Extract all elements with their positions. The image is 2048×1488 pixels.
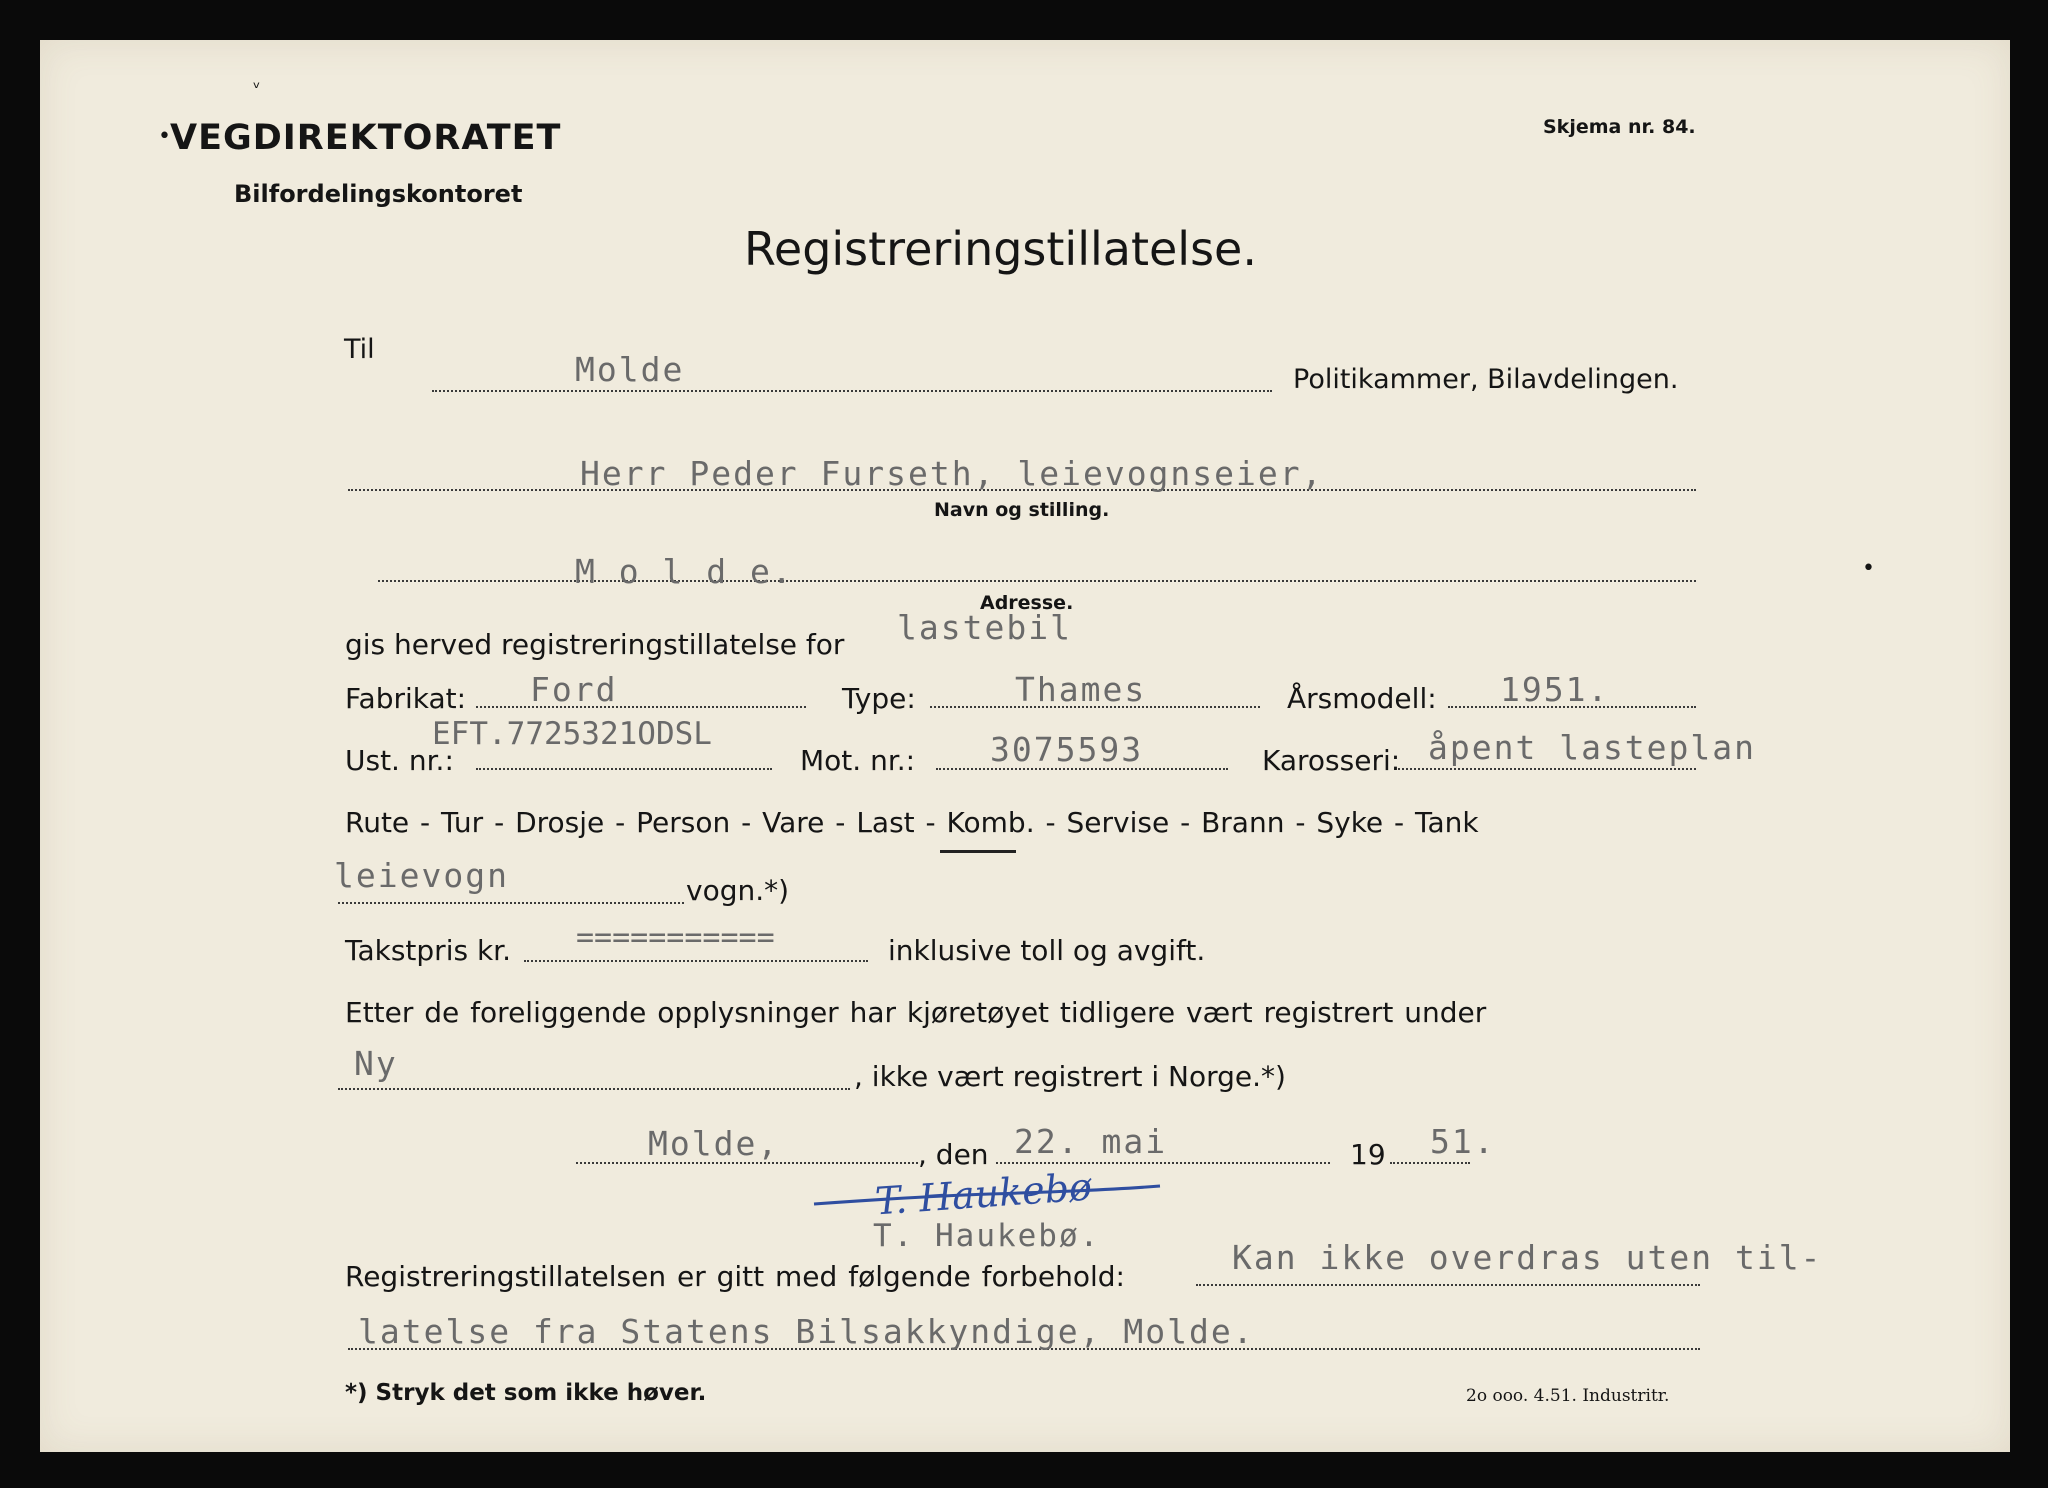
karosseri-line <box>1398 768 1696 770</box>
conditions-label: Registreringstillatelsen er gitt med følgende forbehold: <box>345 1260 1125 1293</box>
grant-label: gis herved registreringstillatelse for <box>345 628 845 661</box>
date-day-month: 22. mai <box>1014 1122 1168 1161</box>
signature-typed-name: T. Haukebø. <box>873 1218 1101 1254</box>
signature-handwritten: T. Haukebø <box>873 1164 1094 1224</box>
previous-suffix: , ikke vært registrert i Norge.*) <box>854 1060 1286 1093</box>
printer-note: 2o ooo. 4.51. Industritr. <box>1466 1386 1670 1406</box>
name-caption: Navn og stilling. <box>934 499 1110 521</box>
name-value: Herr Peder Furseth, leievognseier, <box>580 454 1324 493</box>
ust-line <box>476 768 772 770</box>
daymonth-line <box>996 1162 1330 1164</box>
til-suffix: Politikammer, Bilavdelingen. <box>1293 364 1679 395</box>
date-year-prefix: 19 <box>1350 1138 1386 1171</box>
conditions-line2: latelse fra Statens Bilsakkyndige, Molde. <box>358 1312 1255 1351</box>
footer-note: *) Stryk det som ikke høver. <box>345 1380 707 1406</box>
fabrikat-line <box>476 706 806 708</box>
fabrikat-label: Fabrikat: <box>345 682 467 715</box>
previous-label: Etter de foreliggende opplysninger har kjøretøyet tidligere vært registrert under <box>345 996 1487 1029</box>
date-place: Molde, <box>648 1124 780 1163</box>
grant-value: lastebil <box>897 608 1072 647</box>
price-suffix: inklusive toll og avgift. <box>888 934 1206 967</box>
ust-label: Ust. nr.: <box>345 744 454 777</box>
address-value: M o l d e. <box>575 552 794 591</box>
til-value: Molde <box>575 350 685 389</box>
stray-dot: • <box>1862 556 1875 581</box>
arsmodell-label: Årsmodell: <box>1287 682 1437 715</box>
vogn-line <box>338 902 684 904</box>
org-name: VEGDIREKTORATET <box>170 118 562 158</box>
year-line <box>1390 1162 1470 1164</box>
price-value: =========== <box>576 920 775 955</box>
vogn-value: leievogn <box>334 856 509 895</box>
arsmodell-value: 1951. <box>1500 670 1610 709</box>
vehicle-categories: Rute - Tur - Drosje - Person - Vare - Last - Komb. - Servise - Brann - Syke - Tank <box>345 806 1479 839</box>
date-den-label: , den <box>918 1138 989 1171</box>
conditions-line-1 <box>1196 1284 1700 1286</box>
previous-line <box>338 1088 850 1090</box>
last-underline <box>940 850 1016 853</box>
tick-mark: ᵛ <box>253 78 261 99</box>
date-year-suffix: 51. <box>1430 1122 1496 1161</box>
karosseri-value: åpent lasteplan <box>1428 728 1757 767</box>
til-label: Til <box>344 334 375 365</box>
org-bullet: • <box>158 124 171 149</box>
type-value: Thames <box>1015 670 1147 709</box>
mot-value: 3075593 <box>990 730 1144 769</box>
previous-value: Ny <box>354 1044 398 1083</box>
vogn-suffix: vogn.*) <box>686 874 790 907</box>
page-title: Registreringstillatelse. <box>744 222 1257 276</box>
fabrikat-value: Ford <box>530 670 618 709</box>
ust-value: EFT.7725321ODSL <box>432 716 712 752</box>
til-line <box>432 390 1272 392</box>
address-caption: Adresse. <box>980 592 1074 614</box>
conditions-line1: Kan ikke overdras uten til- <box>1232 1238 1823 1277</box>
form-number: Skjema nr. 84. <box>1543 116 1696 138</box>
price-line <box>524 960 868 962</box>
mot-label: Mot. nr.: <box>800 744 916 777</box>
type-label: Type: <box>842 682 916 715</box>
department-name: Bilfordelingskontoret <box>234 180 523 208</box>
karosseri-label: Karosseri: <box>1262 744 1401 777</box>
price-label: Takstpris kr. <box>345 934 512 967</box>
